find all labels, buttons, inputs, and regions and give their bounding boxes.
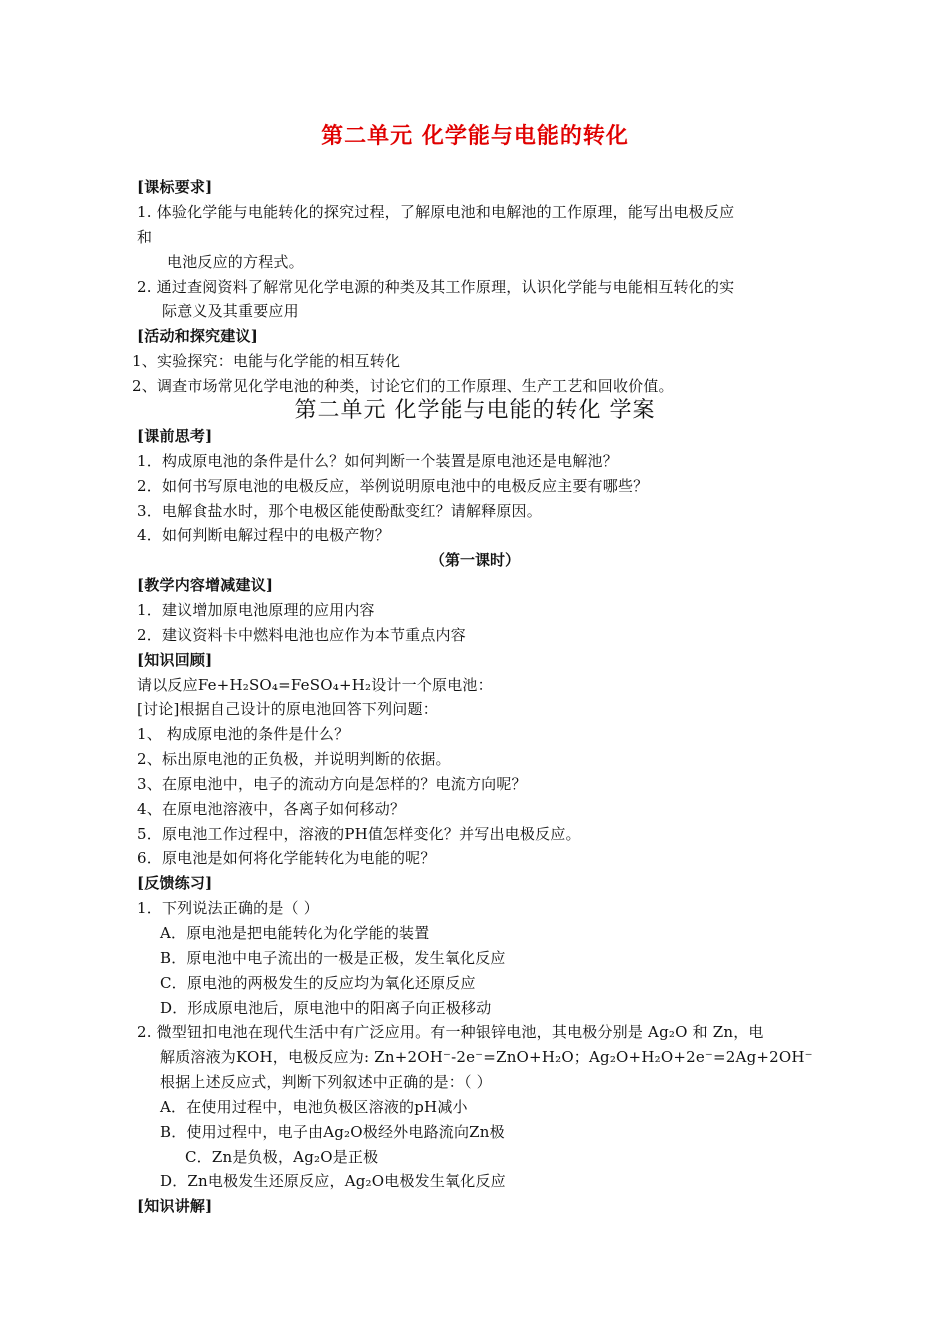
exercise-2-option-d: D．Zn电极发生还原反应，Ag₂O电极发生氧化反应 [160,1172,506,1190]
unit-title: 第二单元 化学能与电能的转化 [321,123,629,149]
prethinking-q1: 1．构成原电池的条件是什么？如何判断一个装置是原电池还是电解池？ [137,452,618,470]
exercise-1: 1．下列说法正确的是（ ） [137,899,319,917]
section-heading-prethinking: [课前思考] [137,427,213,445]
teaching-item-2: 2．建议资料卡中燃料电池也应作为本节重点内容 [137,626,466,644]
prethinking-q2: 2．如何书写原电池的电极反应，举例说明原电池中的电极反应主要有哪些？ [137,477,649,495]
curriculum-item-1-cont: 电池反应的方程式。 [167,253,304,271]
exercise-2-option-c: C．Zn是负极，Ag₂O是正极 [185,1148,379,1166]
review-q1: 1、 构成原电池的条件是什么？ [137,725,350,743]
curriculum-item-1-wrap: 和 [137,228,153,246]
curriculum-item-1: 1. 体验化学能与电能转化的探究过程，了解原电池和电解池的工作原理，能写出电极反应 [137,203,735,221]
prethinking-q3: 3．电解食盐水时，那个电极区能使酚酞变红？请解释原因。 [137,502,542,520]
section-heading-explanation: [知识讲解] [137,1197,213,1215]
section-heading-teaching: [教学内容增减建议] [137,576,274,594]
section-heading-review: [知识回顾] [137,651,213,669]
exercise-1-option-d: D．形成原电池后，原电池中的阳离子向正极移动 [160,999,492,1017]
exercise-1-option-a: A．原电池是把电能转化为化学能的装置 [160,924,430,942]
exercise-2-reactions: 解质溶液为KOH，电极反应为: Zn+2OH⁻-2e⁻=ZnO+H₂O；Ag₂O+H₂O+2e⁻=2Ag+2OH⁻ [160,1048,813,1066]
review-equation: Fe+H₂SO₄=FeSO₄+H₂ [197,676,372,694]
curriculum-item-2-cont: 际意义及其重要应用 [162,302,299,320]
exercise-2-option-a: A．在使用过程中，电池负极区溶液的pH减小 [160,1098,468,1116]
activity-item-2: 2、调查市场常见化学电池的种类，讨论它们的工作原理、生产工艺和回收价值。 [132,377,674,395]
curriculum-item-2: 2. 通过查阅资料了解常见化学电源的种类及其工作原理，认识化学能与电能相互转化的实 [137,278,735,296]
prethinking-q4: 4．如何判断电解过程中的电极产物？ [137,526,390,544]
section-heading-activities: [活动和探究建议] [137,327,258,345]
exercise-2-option-b: B．使用过程中，电子由Ag₂O极经外电路流向Zn极 [160,1123,505,1141]
teaching-item-1: 1．建议增加原电池原理的应用内容 [137,601,375,619]
review-q6: 6．原电池是如何将化学能转化为电能的呢？ [137,849,436,867]
review-q2: 2、标出原电池的正负极，并说明判断的依据。 [137,750,451,768]
review-q3: 3、在原电池中，电子的流动方向是怎样的？电流方向呢？ [137,775,527,793]
activity-item-1: 1、实验探究：电能与化学能的相互转化 [132,352,401,370]
exercise-2-prompt: 根据上述反应式，判断下列叙述中正确的是：（ ） [160,1073,492,1091]
review-q4: 4、在原电池溶液中，各离子如何移动？ [137,800,406,818]
review-prompt-post: 设计一个原电池： [371,676,493,694]
exercise-1-option-b: B．原电池中电子流出的一极是正极，发生氧化反应 [160,949,506,967]
lesson-label: （第一课时） [429,551,520,569]
review-q5: 5．原电池工作过程中，溶液的PH值怎样变化？并写出电极反应。 [137,825,581,843]
review-discussion: [讨论]根据自己设计的原电池回答下列问题： [137,700,438,718]
section-heading-curriculum: [课标要求] [137,178,213,196]
review-prompt [137,675,493,695]
study-plan-title: 第二单元 化学能与电能的转化 学案 [294,398,656,423]
section-heading-feedback: [反馈练习] [137,874,213,892]
review-prompt-pre: 请以反应 [137,676,198,694]
exercise-1-option-c: C．原电池的两极发生的反应均为氧化还原反应 [160,974,476,992]
exercise-2: 2. 微型钮扣电池在现代生活中有广泛应用。有一种银锌电池，其电极分别是 Ag₂O 和 Zn，电 [137,1023,764,1041]
